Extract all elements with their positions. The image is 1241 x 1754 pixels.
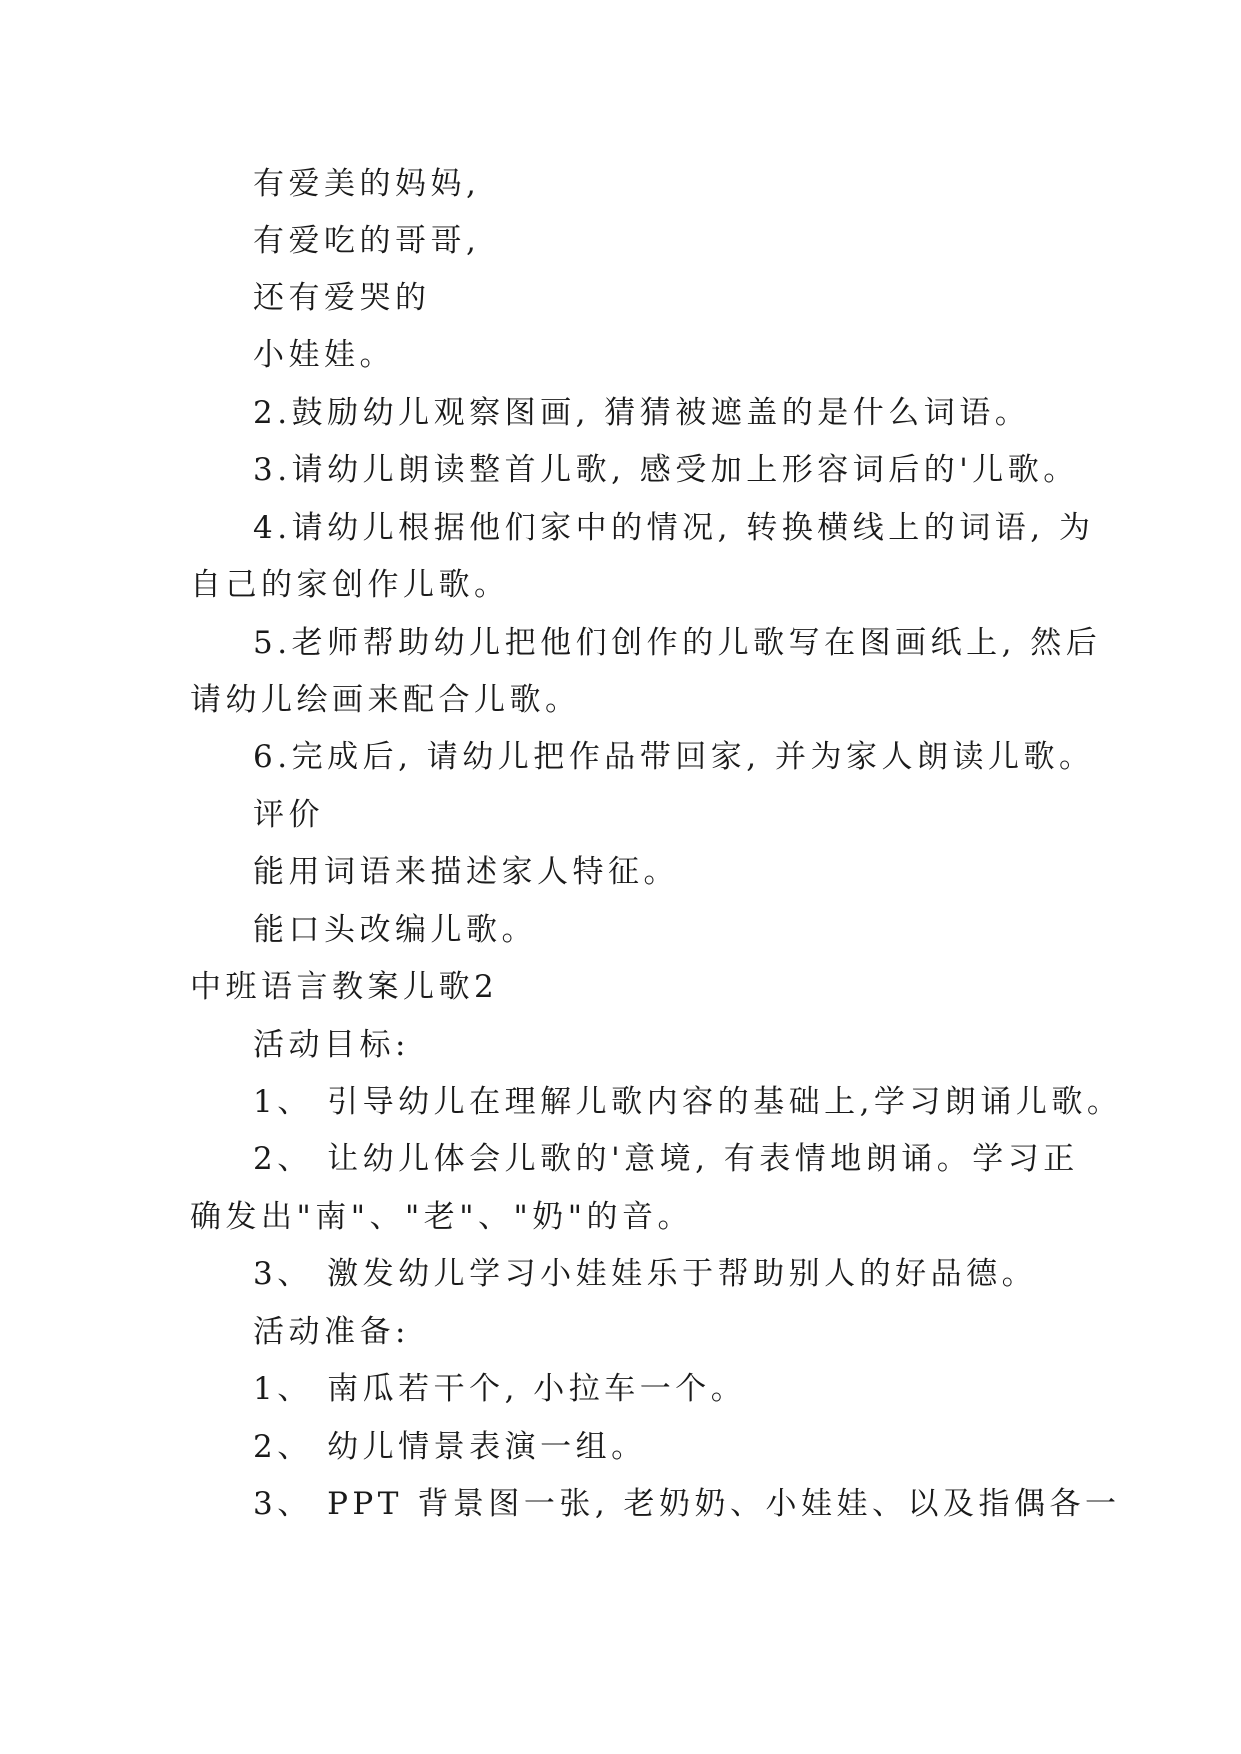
list-item: 2、 让幼儿体会儿歌的'意境, 有表情地朗诵。学习正 (253, 1141, 1079, 1177)
list-item: 2、 幼儿情景表演一组。 (253, 1429, 647, 1465)
section-heading: 评价 (253, 797, 324, 833)
paragraph: 能口头改编儿歌。 (253, 912, 537, 948)
step-item: 2.鼓励幼儿观察图画, 猜猜被遮盖的是什么词语。 (253, 395, 1031, 431)
step-item: 4.请幼儿根据他们家中的情况, 转换横线上的词语, 为 (253, 510, 1095, 546)
list-item: 1、 南瓜若干个, 小拉车一个。 (253, 1371, 747, 1407)
poem-line: 小娃娃。 (253, 337, 395, 373)
list-item: 1、 引导幼儿在理解儿歌内容的基础上,学习朗诵儿歌。 (253, 1084, 1123, 1120)
step-item-continued: 自己的家创作儿歌。 (190, 567, 510, 603)
paragraph: 能用词语来描述家人特征。 (253, 854, 679, 890)
step-item: 5.老师帮助幼儿把他们创作的儿歌写在图画纸上, 然后 (253, 625, 1102, 661)
step-item: 3.请幼儿朗读整首儿歌, 感受加上形容词后的'儿歌。 (253, 452, 1079, 488)
poem-line: 有爱吃的哥哥, (253, 223, 481, 259)
document-title: 中班语言教案儿歌2 (190, 969, 499, 1005)
section-heading: 活动准备: (253, 1314, 410, 1350)
step-item-continued: 请幼儿绘画来配合儿歌。 (190, 682, 581, 718)
step-item: 6.完成后, 请幼儿把作品带回家, 并为家人朗读儿歌。 (253, 739, 1095, 775)
list-item-continued: 确发出"南"、"老"、"奶"的音。 (190, 1199, 694, 1235)
poem-line: 还有爱哭的 (253, 280, 431, 316)
list-item: 3、 激发幼儿学习小娃娃乐于帮助别人的好品德。 (253, 1256, 1038, 1292)
list-item: 3、 PPT 背景图一张, 老奶奶、小娃娃、以及指偶各一 (253, 1486, 1121, 1522)
poem-line: 有爱美的妈妈, (253, 166, 481, 202)
section-heading: 活动目标: (253, 1027, 410, 1063)
